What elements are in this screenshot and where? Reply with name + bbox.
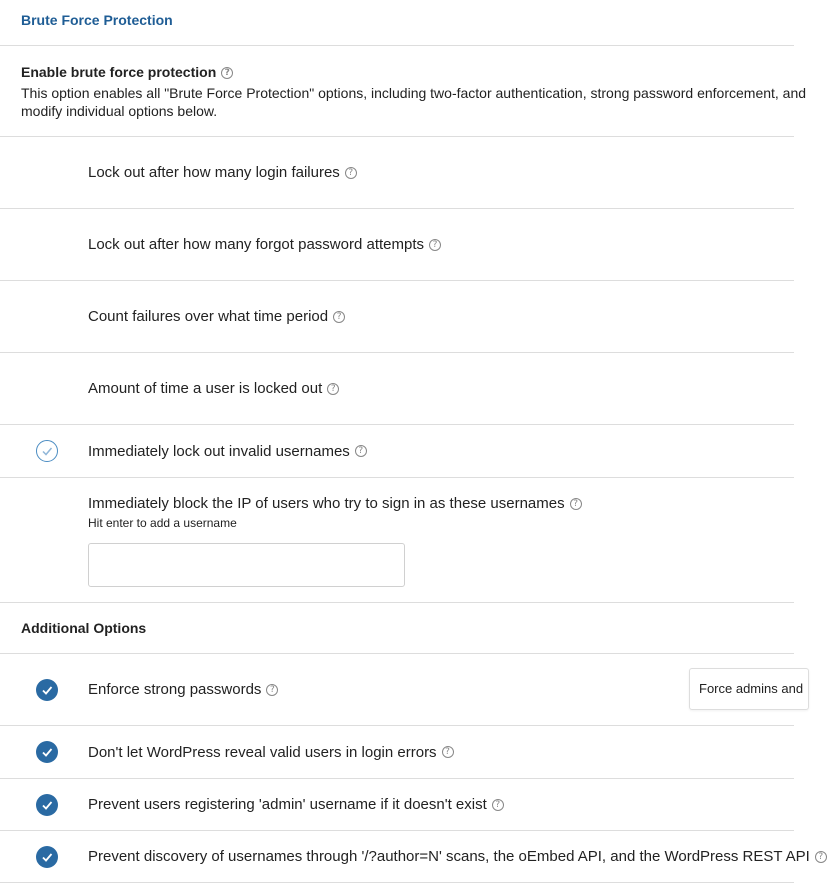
enable-brute-force-label: Enable brute force protection [21, 64, 217, 80]
block-ip-hint: Hit enter to add a username [88, 516, 237, 530]
username-input[interactable] [88, 543, 405, 587]
option-label-text: Lock out after how many forgot password attempts [88, 236, 424, 253]
checkmark-icon [40, 444, 54, 458]
strong-passwords-toggle[interactable] [36, 679, 58, 701]
option-label-text: Count failures over what time period [88, 308, 329, 325]
checkmark-icon [40, 683, 54, 697]
description-line: This option enables all "Brute Force Protection" options, including two-factor authentication, strong password enforcement, and [21, 85, 807, 101]
checkmark-icon [40, 745, 54, 759]
block-ip-label [88, 495, 582, 512]
option-row-prevent-username-discovery [0, 831, 824, 883]
help-icon[interactable]: ? [570, 498, 582, 510]
option-label [88, 654, 278, 725]
option-row-prevent-admin-username [0, 779, 794, 831]
option-row-time-period [0, 281, 794, 353]
prevent-admin-username-toggle[interactable] [36, 794, 58, 816]
help-icon[interactable]: ? [345, 167, 357, 179]
option-label [88, 209, 441, 280]
help-icon[interactable]: ? [266, 684, 278, 696]
option-label-text: Prevent discovery of usernames through '/?author=N' scans, the oEmbed API, and the WordPress REST API [88, 848, 810, 865]
help-icon[interactable]: ? [442, 746, 454, 758]
option-row-hide-login-errors [0, 726, 794, 779]
option-label-text: Don't let WordPress reveal valid users in login errors [88, 743, 437, 761]
option-label [88, 831, 827, 882]
description-line: modify individual options below. [21, 103, 218, 119]
option-label-text: Amount of time a user is locked out [88, 380, 323, 397]
option-row-forgot-password-attempts [0, 209, 794, 281]
prevent-username-discovery-toggle[interactable] [36, 846, 58, 868]
option-row-invalid-usernames [0, 425, 794, 478]
hide-login-errors-toggle[interactable] [36, 741, 58, 763]
option-label-text: Enforce strong passwords [88, 681, 262, 698]
help-icon[interactable]: ? [355, 445, 367, 457]
checkmark-icon [40, 850, 54, 864]
option-label [88, 281, 345, 352]
additional-options-heading [0, 603, 794, 654]
help-icon[interactable]: ? [492, 799, 504, 811]
invalid-usernames-toggle[interactable] [36, 440, 58, 462]
option-label-text: Prevent users registering 'admin' username if it doesn't exist [88, 796, 487, 813]
option-label [88, 726, 454, 778]
block-ip-usernames-row [0, 478, 794, 603]
option-label [88, 137, 357, 208]
help-icon[interactable]: ? [333, 311, 345, 323]
help-icon[interactable]: ? [429, 239, 441, 251]
additional-options-title: Additional Options [21, 620, 147, 636]
enable-brute-force-title [21, 64, 794, 80]
section-title-text: Brute Force Protection [21, 12, 173, 28]
strong-passwords-select[interactable]: Force admins and [689, 668, 809, 710]
help-icon[interactable]: ? [327, 383, 339, 395]
option-label [88, 779, 504, 830]
option-label-text: Immediately lock out invalid usernames [88, 442, 350, 460]
enable-brute-force-description [21, 84, 807, 120]
enable-brute-force-block [0, 46, 807, 137]
help-icon[interactable]: ? [221, 67, 233, 79]
option-label [88, 353, 339, 424]
block-ip-label-text: Immediately block the IP of users who try to sign in as these usernames [88, 495, 565, 512]
option-row-strong-passwords [0, 654, 804, 726]
checkmark-icon [40, 798, 54, 812]
option-row-login-failures [0, 137, 794, 209]
help-icon[interactable]: ? [815, 851, 827, 863]
section-title [0, 0, 794, 46]
option-label [88, 425, 367, 477]
option-label-text: Lock out after how many login failures [88, 164, 340, 181]
option-row-lockout-duration [0, 353, 794, 425]
